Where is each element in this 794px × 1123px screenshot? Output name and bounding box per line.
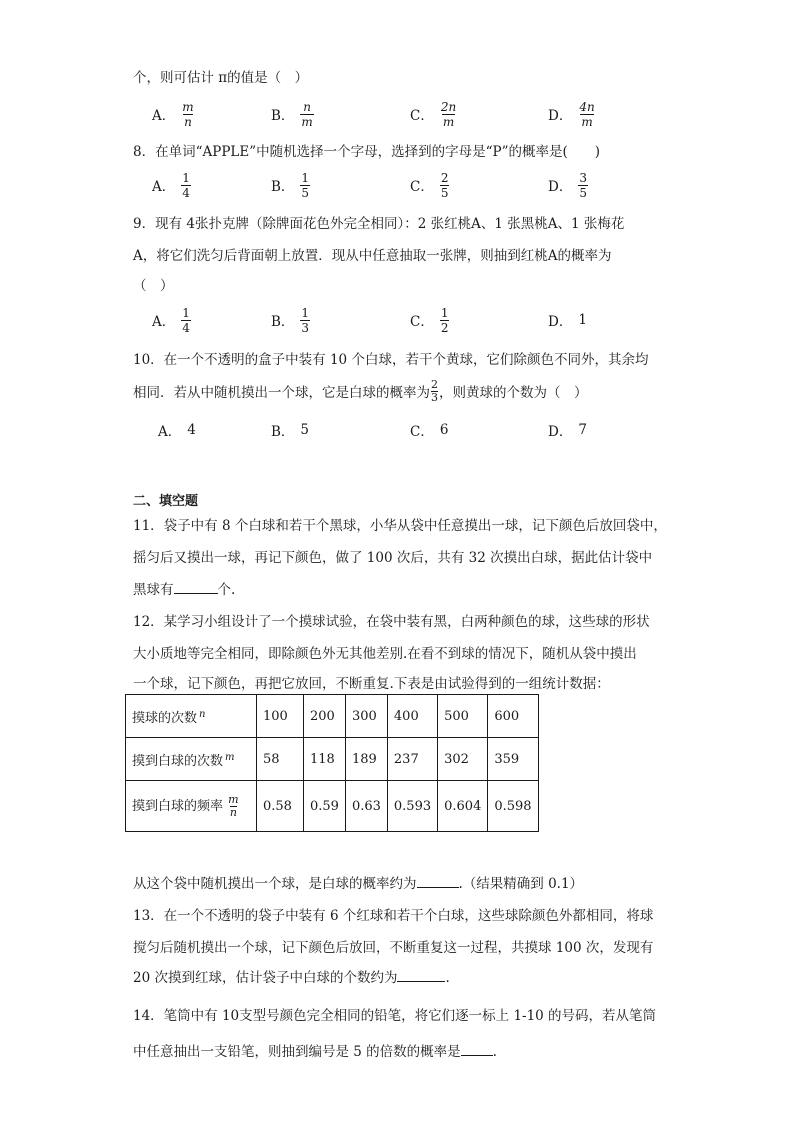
q8-option-d[interactable]: D． $\frac{3}{5}$ [548,170,587,200]
q10-options [158,412,718,448]
table-cell: 0.59 [304,781,346,832]
q12-stem-line1: 12．某学习小组设计了一个摸球试验，在袋中装有黑，白两种颜色的球，这些球的形状 [133,614,650,630]
table-row [126,695,539,738]
q10-option-d[interactable]: D． 7 [548,422,587,440]
fraction: $\frac{n}{m}$ [301,99,313,129]
table-cell: 359 [488,738,538,781]
q7-option-d[interactable]: D． $\frac{4n}{m}$ [548,99,595,129]
fraction: $\frac{2}{5}$ [440,170,449,200]
q12-followup: 从这个袋中随机摸出一个球，是白球的概率约为 .（结果精确到 0.1） [133,876,584,892]
table-row-header: 摸到白球的次数 $^m$ [126,738,257,781]
table-cell: 58 [257,738,304,781]
q8-options [152,167,712,203]
q9-stem-line2: A，将它们洗匀后背面朝上放置．现从中任意抽取一张牌，则抽到红桃A的概率为 [133,248,612,264]
q13-stem-line3: 20 次摸到红球，估计袋子中白球的个数约为 . [133,970,450,986]
table-cell: 0.63 [345,781,387,832]
table-cell: 0.593 [387,781,437,832]
table-cell: 237 [387,738,437,781]
q10-option-c[interactable]: C． 6 [410,422,449,440]
fraction: $\frac{2n}{m}$ [440,99,457,129]
q11-stem-line3: 黑球有 个. [133,582,236,598]
q10-option-a[interactable]: A． 4 [158,422,196,440]
table-cell: 0.604 [438,781,488,832]
answer-blank[interactable] [397,969,445,982]
q13-stem-line1: 13．在一个不透明的袋子中装有 6 个红球和若干个白球，这些球除颜色外都相同，将球 [133,908,654,924]
q10-stem-line1: 10．在一个不透明的盒子中装有 10 个白球，若干个黄球，它们除颜色不同外，其余均 [133,352,649,368]
table-row [126,781,539,832]
q12-stem-line2: 大小质地等完全相同，即除颜色外无其他差别.在看不到球的情况下，随机从袋中摸出 [133,646,637,662]
q14-stem-line2: 中任意抽出一支铅笔，则抽到编号是 5 的倍数的概率是 . [133,1044,497,1060]
q11-stem-line1: 11．袋子中有 8 个白球和若干个黑球，小华从袋中任意摸出一球，记下颜色后放回袋中， [133,518,667,534]
table-cell: 302 [438,738,488,781]
fraction: $\frac{4n}{m}$ [579,99,595,129]
q7-tail-text: 个，则可估计 π的值是（ ） [133,70,309,86]
table-cell: 100 [257,695,304,738]
q7-option-b[interactable]: B． $\frac{n}{m}$ [271,99,313,129]
q9-option-a[interactable]: A． $\frac{1}{4}$ [152,305,190,335]
answer-blank[interactable] [174,581,218,594]
table-cell: 300 [345,695,387,738]
q8-option-a[interactable]: A． $\frac{1}{4}$ [152,170,190,200]
q9-stem-line1: 9．现有 4张扑克牌（除牌面花色外完全相同）：2 张红桃A、1 张黑桃A、1 张梅花 [133,216,625,232]
stats-table [125,694,539,832]
q9-option-d[interactable]: D． 1 [548,312,587,330]
q7-option-c[interactable]: C． $\frac{2n}{m}$ [410,99,457,129]
table-cell: 0.58 [257,781,304,832]
table-cell: 0.598 [488,781,538,832]
q7-option-a[interactable]: A． $\frac{m}{n}$ [152,99,194,129]
q13-stem-line2: 搅匀后随机摸出一个球，记下颜色后放回，不断重复这一过程，共摸球 100 次，发现有 [133,940,654,956]
fraction: $\frac{m}{n}$ [228,792,239,819]
fraction: $\frac{2}{3}$ [431,378,438,404]
table-cell: 118 [304,738,346,781]
fraction: $\frac{1}{3}$ [301,305,310,335]
answer-blank[interactable] [461,1043,493,1056]
q12-stem-line3: 一个球，记下颜色，再把它放回，不断重复.下表是由试验得到的一组统计数据： [133,676,610,692]
fraction: $\frac{1}{5}$ [301,170,310,200]
q10-option-b[interactable]: B． 5 [271,422,310,440]
answer-blank[interactable] [417,875,459,888]
q9-options [152,302,712,338]
section-title-fill-in: 二、填空题 [133,494,199,509]
table-row-header: 摸球的次数 $^n$ [126,695,257,738]
fraction: $\frac{1}{2}$ [440,305,449,335]
table-cell: 200 [304,695,346,738]
table-cell: 500 [438,695,488,738]
table-cell: 600 [488,695,538,738]
table-row-header: 摸到白球的频率 $\frac{m}{n}$ [126,781,257,832]
table-cell: 189 [345,738,387,781]
q8-stem: 8．在单词“APPLE”中随机选择一个字母，选择到的字母是“P”的概率是( ) [133,144,601,160]
q7-options [152,96,712,132]
fraction: $\frac{3}{5}$ [579,170,587,200]
fraction: $\frac{1}{4}$ [182,305,190,335]
fraction: $\frac{1}{4}$ [182,170,190,200]
q10-stem-line2: 相同．若从中随机摸出一个球，它是白球的概率为 $\frac{2}{3}$ ，则黄球的个数为（ ） [133,378,588,404]
q8-option-b[interactable]: B． $\frac{1}{5}$ [271,170,310,200]
q9-stem-line3: （ ） [133,278,174,294]
table-cell: 400 [387,695,437,738]
q8-option-c[interactable]: C． $\frac{2}{5}$ [410,170,449,200]
q9-option-c[interactable]: C． $\frac{1}{2}$ [410,305,449,335]
q14-stem-line1: 14．笔筒中有 10支型号颜色完全相同的铅笔，将它们逐一标上 1-10 的号码，若从笔筒 [133,1008,657,1024]
fraction: $\frac{m}{n}$ [182,99,194,129]
q9-option-b[interactable]: B． $\frac{1}{3}$ [271,305,310,335]
q11-stem-line2: 摇匀后又摸出一球，再记下颜色，做了 100 次后，共有 32 次摸出白球，据此估计袋中 [133,550,653,566]
table-row [126,738,539,781]
